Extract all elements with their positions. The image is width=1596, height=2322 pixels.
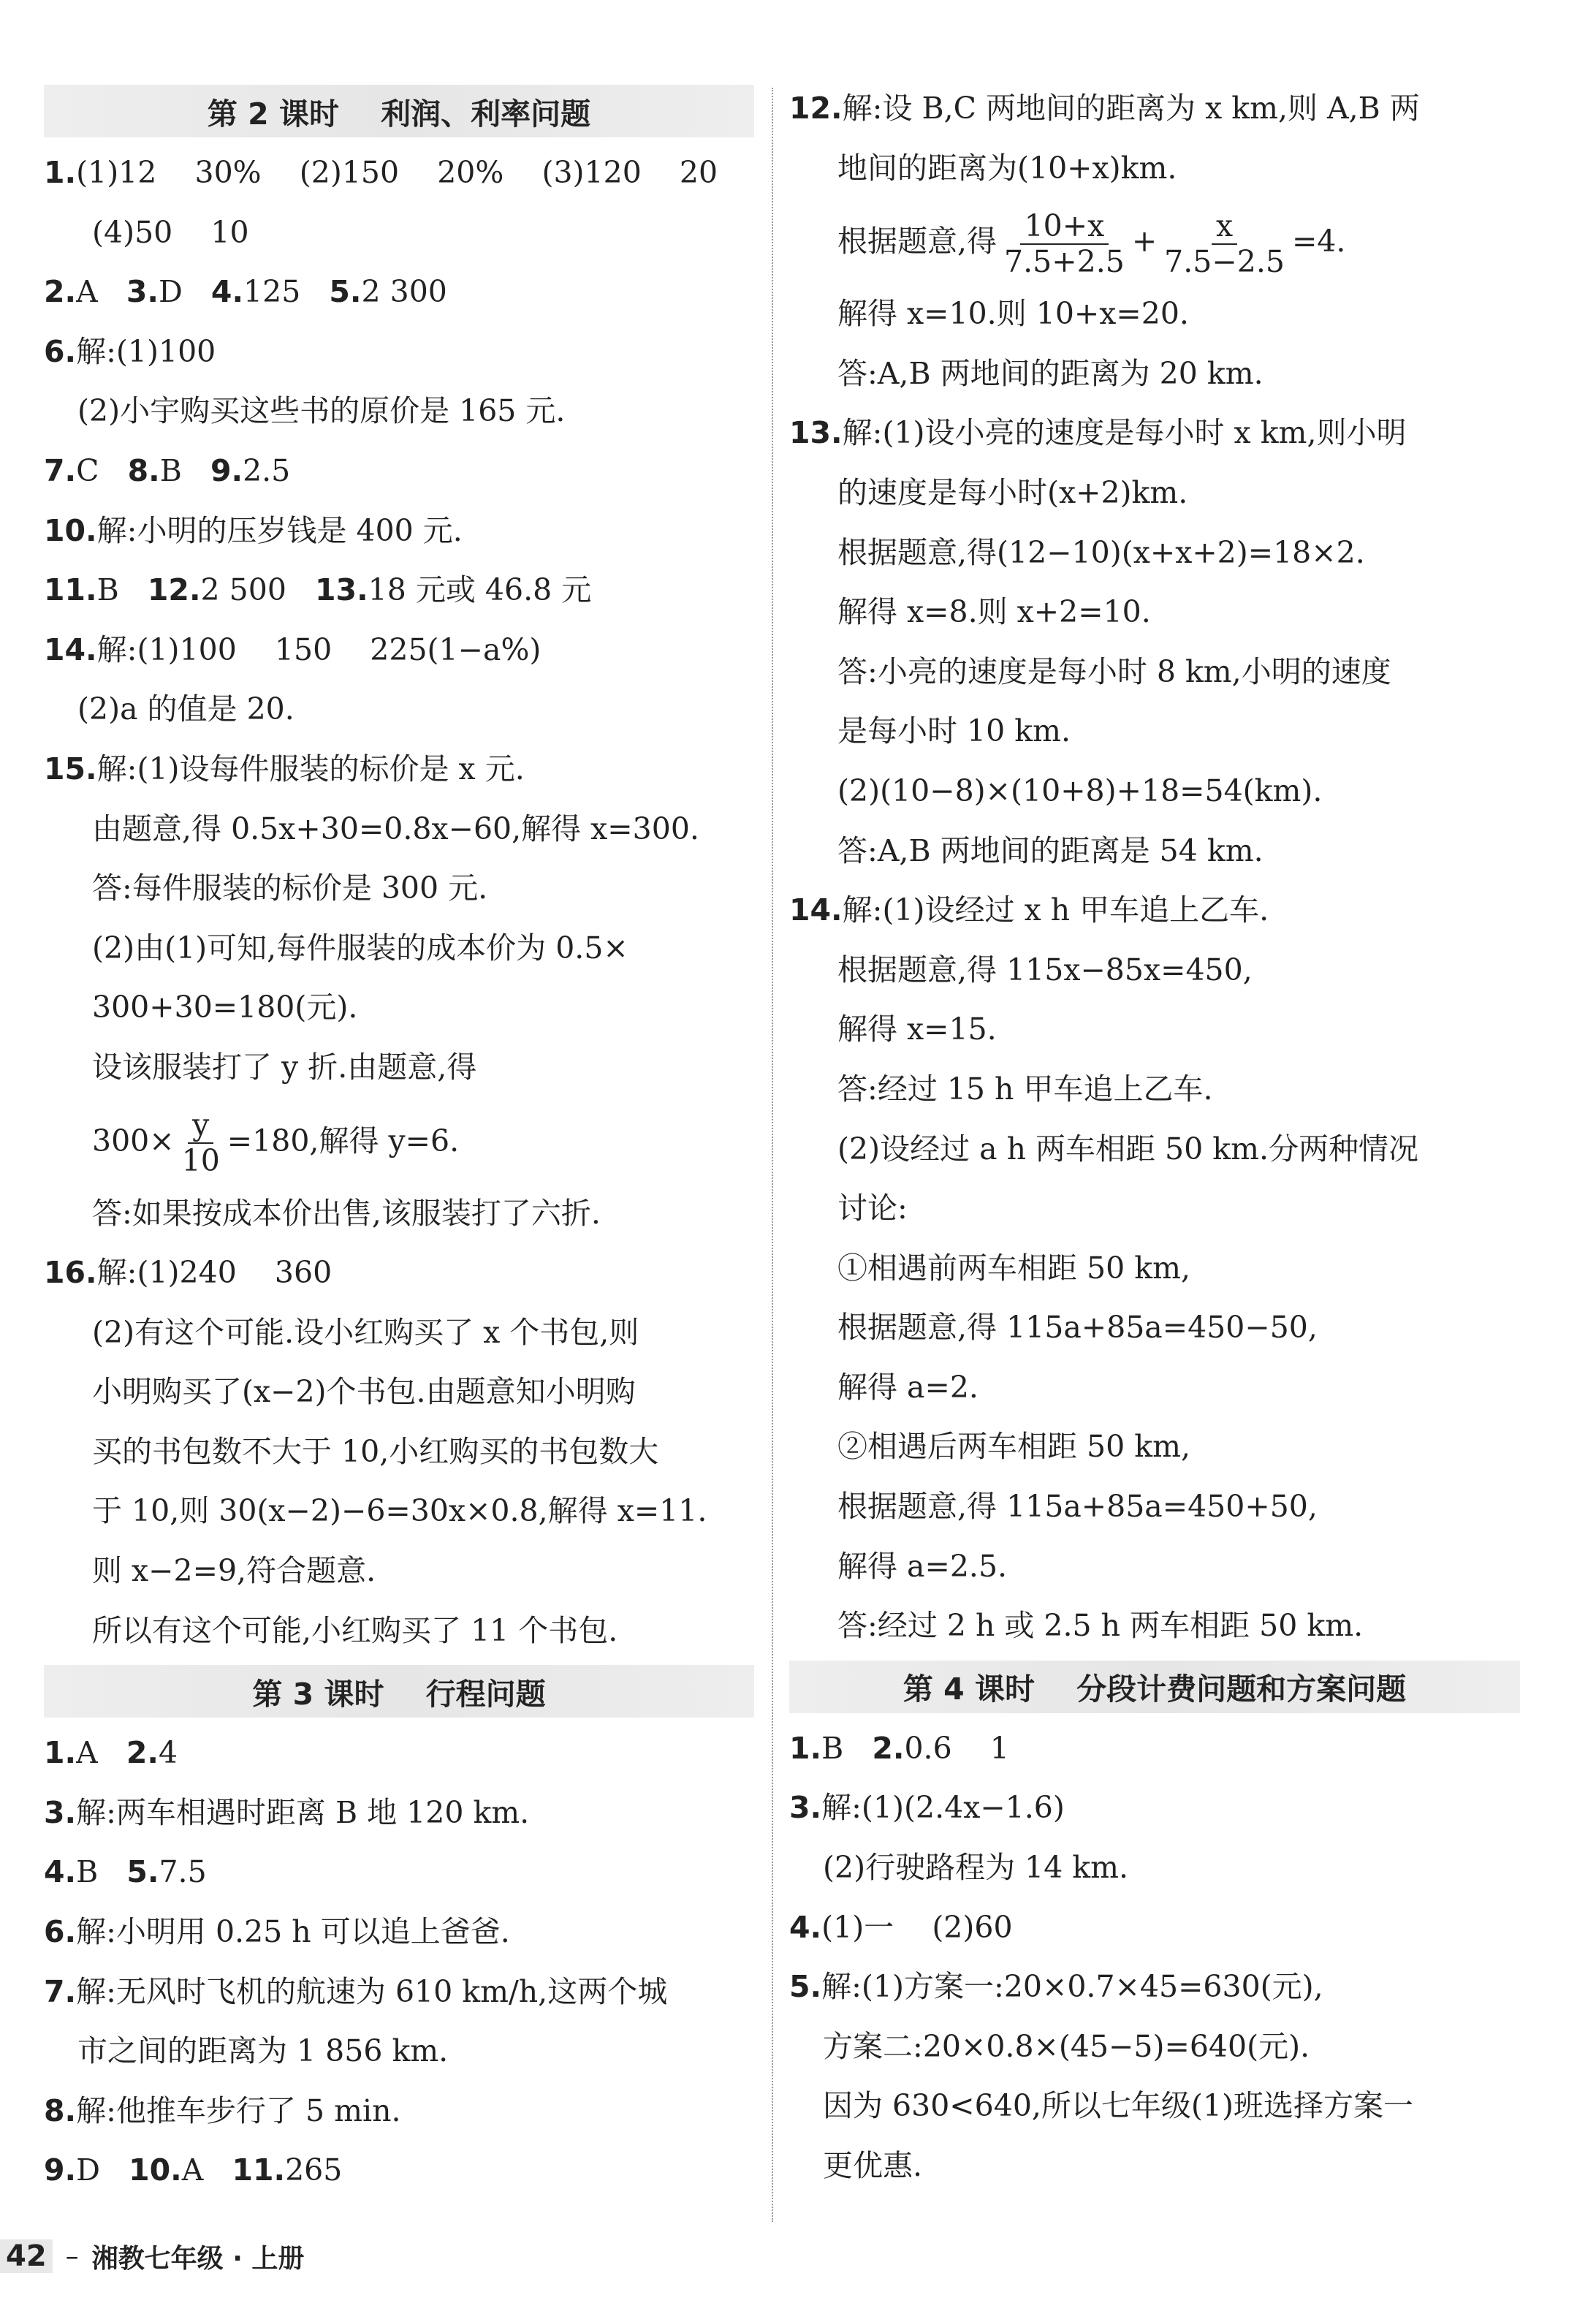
answer-line: 13.解:(1)设小亮的速度是每小时 x km,则小明 (789, 415, 1407, 451)
answer-line: 15.解:(1)设每件服装的标价是 x 元. (44, 751, 525, 786)
answer-line: 根据题意,得 115a+85a=450−50, (837, 1310, 1318, 1346)
answer-line: 8.解:他推车步行了 5 min. (44, 2093, 401, 2128)
answer-line: 14.解:(1)100 150 225(1−a%) (44, 631, 542, 667)
answer-line: 6.解:(1)100 (44, 333, 216, 369)
answer-line: (2)(10−8)×(10+8)+18=54(km). (837, 773, 1323, 808)
answer-line: ①相遇前两车相距 50 km, (837, 1250, 1190, 1286)
answer-line: 14.解:(1)设经过 x h 甲车追上乙车. (789, 892, 1269, 928)
answer-line: 小明购买了(x−2)个书包.由题意知小明购 (92, 1374, 636, 1410)
answer-line: 市之间的距离为 1 856 km. (77, 2033, 449, 2069)
section-title-lesson-4: 第 4 课时 分段计费问题和方案问题 (789, 1661, 1520, 1713)
answer-line: 7.解:无风时飞机的航速为 610 km/h,这两个城 (44, 1973, 668, 2009)
answer-line: 更优惠. (823, 2148, 923, 2183)
answer-line: 6.解:小明用 0.25 h 可以追上爸爸. (44, 1914, 510, 1950)
answer-line: (2)设经过 a h 两车相距 50 km.分两种情况 (837, 1131, 1419, 1166)
answer-line: (2)行驶路程为 14 km. (823, 1850, 1129, 1886)
answer-line: 方案二:20×0.8×(45−5)=640(元). (823, 2028, 1310, 2064)
answer-line: 4.B 5.7.5 (44, 1854, 207, 1890)
answer-line: 5.解:(1)方案一:20×0.7×45=630(元), (789, 1969, 1323, 2005)
answer-line-fraction: 根据题意,得 $\frac{10+x}{7.5+2.5}$ + $\frac{x}{7.5-2.5}$ =4. (837, 208, 1346, 279)
answer-line: 买的书包数不大于 10,小红购买的书包数大 (92, 1433, 659, 1469)
answer-line: 是每小时 10 km. (837, 713, 1071, 749)
answer-line: 16.解:(1)240 360 (44, 1255, 332, 1291)
fraction: $\frac{x}{7.5-2.5}$ (1164, 208, 1285, 279)
answer-line: 解得 a=2. (837, 1369, 978, 1405)
answer-line: 的速度是每小时(x+2)km. (837, 474, 1188, 510)
answer-line: 3.解:两车相遇时距离 B 地 120 km. (44, 1794, 530, 1830)
answer-line: 10.解:小明的压岁钱是 400 元. (44, 512, 463, 548)
answer-line: 由题意,得 0.5x+30=0.8x−60,解得 x=300. (92, 811, 699, 846)
answer-line: 地间的距离为(10+x)km. (837, 150, 1177, 186)
fraction: $\frac{y}{10}$ (181, 1107, 220, 1178)
answer-line: 7.C 8.B 9.2.5 (44, 452, 291, 488)
answer-line: 根据题意,得(12−10)(x+x+2)=18×2. (837, 534, 1365, 570)
answer-line: 答:每件服装的标价是 300 元. (92, 870, 488, 906)
answer-line: 讨论: (837, 1191, 908, 1226)
answer-line: 解得 x=8.则 x+2=10. (837, 594, 1151, 630)
answer-line: (2)由(1)可知,每件服装的成本价为 0.5× (92, 930, 628, 965)
section-title-lesson-3: 第 3 课时 行程问题 (44, 1665, 754, 1718)
page-number: 42 (0, 2239, 53, 2273)
answer-line: 1.(1)12 30% (2)150 20% (3)120 20 (44, 155, 718, 190)
answer-line: 因为 630<640,所以七年级(1)班选择方案一 (823, 2088, 1414, 2124)
answer-line: ②相遇后两车相距 50 km, (837, 1429, 1190, 1465)
answer-line: 根据题意,得 115a+85a=450+50, (837, 1489, 1318, 1525)
answer-line: 则 x−2=9,符合题意. (92, 1553, 376, 1589)
answer-line: (2)小宇购买这些书的原价是 165 元. (77, 393, 566, 429)
footer-dash: – (65, 2241, 79, 2272)
answer-line: 答:小亮的速度是每小时 8 km,小明的速度 (837, 653, 1391, 689)
section-title-lesson-2: 第 2 课时 利润、利率问题 (44, 85, 754, 137)
answer-line: 答:A,B 两地间的距离是 54 km. (837, 832, 1264, 868)
answer-line: 解得 a=2.5. (837, 1548, 1008, 1584)
answer-line: (2)a 的值是 20. (77, 691, 294, 727)
answer-line: (4)50 10 (92, 214, 249, 250)
answer-line: 解得 x=15. (837, 1012, 997, 1047)
column-divider (772, 88, 773, 2222)
answer-line: 答:经过 15 h 甲车追上乙车. (837, 1071, 1213, 1107)
answer-line: 1.B 2.0.6 1 (789, 1730, 1009, 1766)
answer-line-fraction: 300× $\frac{y}{10}$ =180,解得 y=6. (92, 1107, 460, 1178)
left-column (44, 80, 754, 2201)
answer-line: 2.A 3.D 4.125 5.2 300 (44, 274, 447, 310)
answer-line: 11.B 12.2 500 13.18 元或 46.8 元 (44, 572, 592, 608)
answer-line: 300+30=180(元). (92, 990, 358, 1025)
page-footer (0, 2231, 304, 2282)
fraction: $\frac{10+x}{7.5+2.5}$ (1004, 208, 1125, 279)
answer-line: (2)有这个可能.设小红购买了 x 个书包,则 (92, 1314, 639, 1350)
answer-line: 3.解:(1)(2.4x−1.6) (789, 1790, 1065, 1826)
answer-line: 设该服装打了 y 折.由题意,得 (92, 1049, 477, 1085)
answer-line: 答:经过 2 h 或 2.5 h 两车相距 50 km. (837, 1608, 1364, 1644)
answer-line: 1.A 2.4 (44, 1735, 178, 1771)
answer-line: 解得 x=10.则 10+x=20. (837, 296, 1189, 332)
book-title: 湘教七年级 · 上册 (91, 2243, 305, 2274)
answer-line: 答:如果按成本价出售,该服装打了六折. (92, 1195, 601, 1231)
answer-line: 4.(1)一 (2)60 (789, 1909, 1013, 1945)
answer-line: 所以有这个可能,小红购买了 11 个书包. (92, 1612, 618, 1648)
answer-line: 于 10,则 30(x−2)−6=30x×0.8,解得 x=11. (92, 1493, 707, 1529)
answer-line: 9.D 10.A 11.265 (44, 2152, 343, 2188)
answer-line: 根据题意,得 115x−85x=450, (837, 952, 1253, 987)
answer-line: 12.解:设 B,C 两地间的距离为 x km,则 A,B 两 (789, 91, 1420, 126)
answer-line: 答:A,B 两地间的距离为 20 km. (837, 355, 1264, 391)
right-column (789, 79, 1520, 2196)
